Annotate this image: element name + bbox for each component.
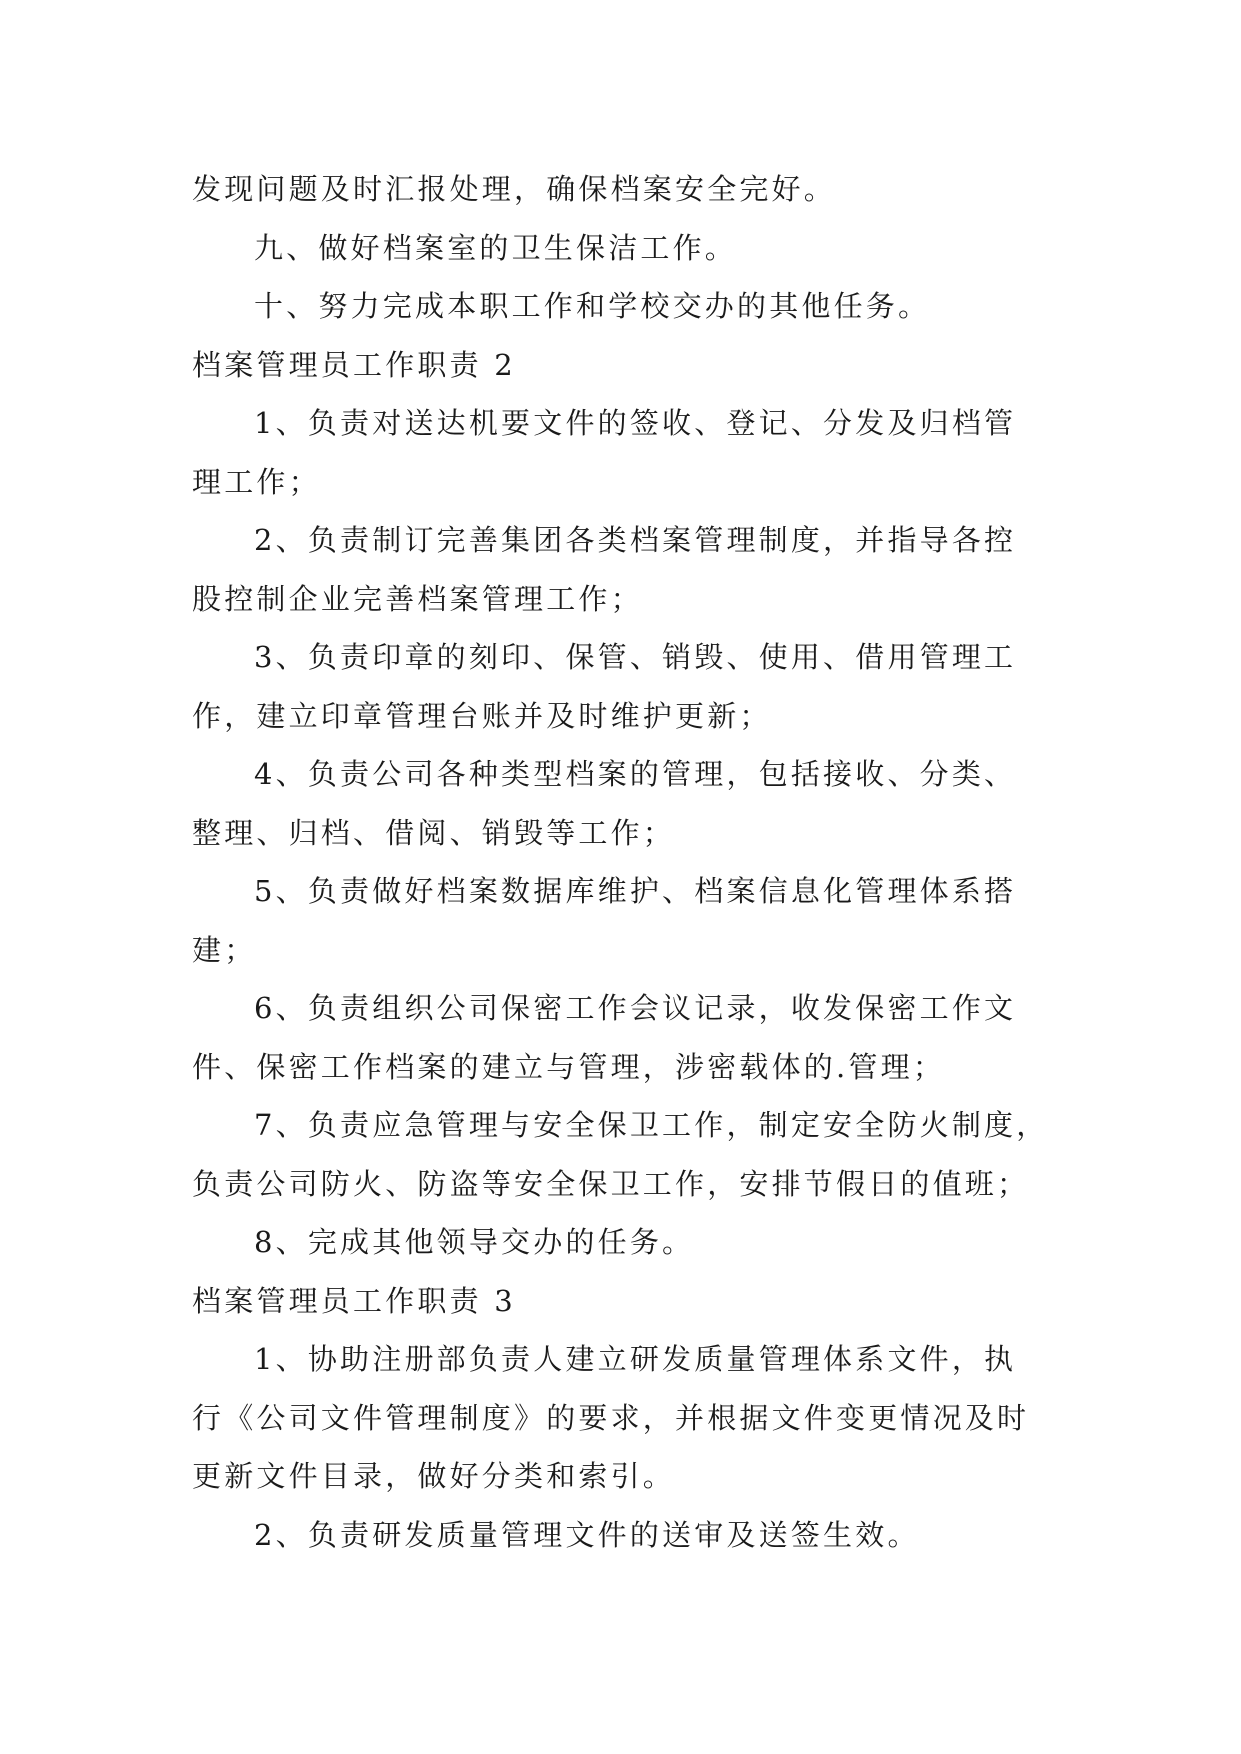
paragraph-line: 行《公司文件管理制度》的要求，并根据文件变更情况及时: [192, 1400, 1030, 1435]
paragraph-line: 2、负责研发质量管理文件的送审及送签生效。: [254, 1517, 920, 1552]
paragraph-line: 九、做好档案室的卫生保洁工作。: [254, 230, 738, 265]
section-heading: 档案管理员工作职责 2: [192, 347, 516, 382]
paragraph-line: 更新文件目录，做好分类和索引。: [192, 1459, 676, 1493]
paragraph-line: 1、协助注册部负责人建立研发质量管理体系文件，执: [254, 1342, 1017, 1376]
paragraph-line: 件、保密工作档案的建立与管理，涉密载体的.管理；: [192, 1049, 946, 1084]
paragraph-line: 5、负责做好档案数据库维护、档案信息化管理体系搭: [254, 874, 1017, 908]
paragraph-line: 6、负责组织公司保密工作会议记录，收发保密工作文: [254, 991, 1017, 1025]
paragraph-line: 4、负责公司各种类型档案的管理，包括接收、分类、: [254, 757, 1017, 791]
paragraph-line: 3、负责印章的刻印、保管、销毁、使用、借用管理工: [254, 640, 1017, 674]
paragraph-line: 整理、归档、借阅、销毁等工作；: [192, 815, 676, 850]
document-body: [192, 160, 1072, 1564]
paragraph-line: 8、完成其他领导交办的任务。: [254, 1225, 695, 1259]
paragraph-line: 发现问题及时汇报处理，确保档案安全完好。: [192, 172, 837, 206]
paragraph-line: 作，建立印章管理台账并及时维护更新；: [192, 698, 772, 733]
paragraph-line: 股控制企业完善档案管理工作；: [192, 581, 643, 616]
paragraph-line: 十、努力完成本职工作和学校交办的其他任务。: [254, 289, 931, 323]
paragraph-line: 负责公司防火、防盗等安全保卫工作，安排节假日的值班；: [192, 1166, 1030, 1201]
paragraph-line: 建；: [192, 932, 257, 967]
paragraph-line: 1、负责对送达机要文件的签收、登记、分发及归档管: [254, 406, 1017, 440]
paragraph-line: 理工作；: [192, 464, 321, 499]
paragraph-line: 2、负责制订完善集团各类档案管理制度，并指导各控: [254, 523, 1017, 557]
paragraph-line: 7、负责应急管理与安全保卫工作，制定安全防火制度，: [254, 1108, 1049, 1142]
section-heading: 档案管理员工作职责 3: [192, 1283, 516, 1318]
